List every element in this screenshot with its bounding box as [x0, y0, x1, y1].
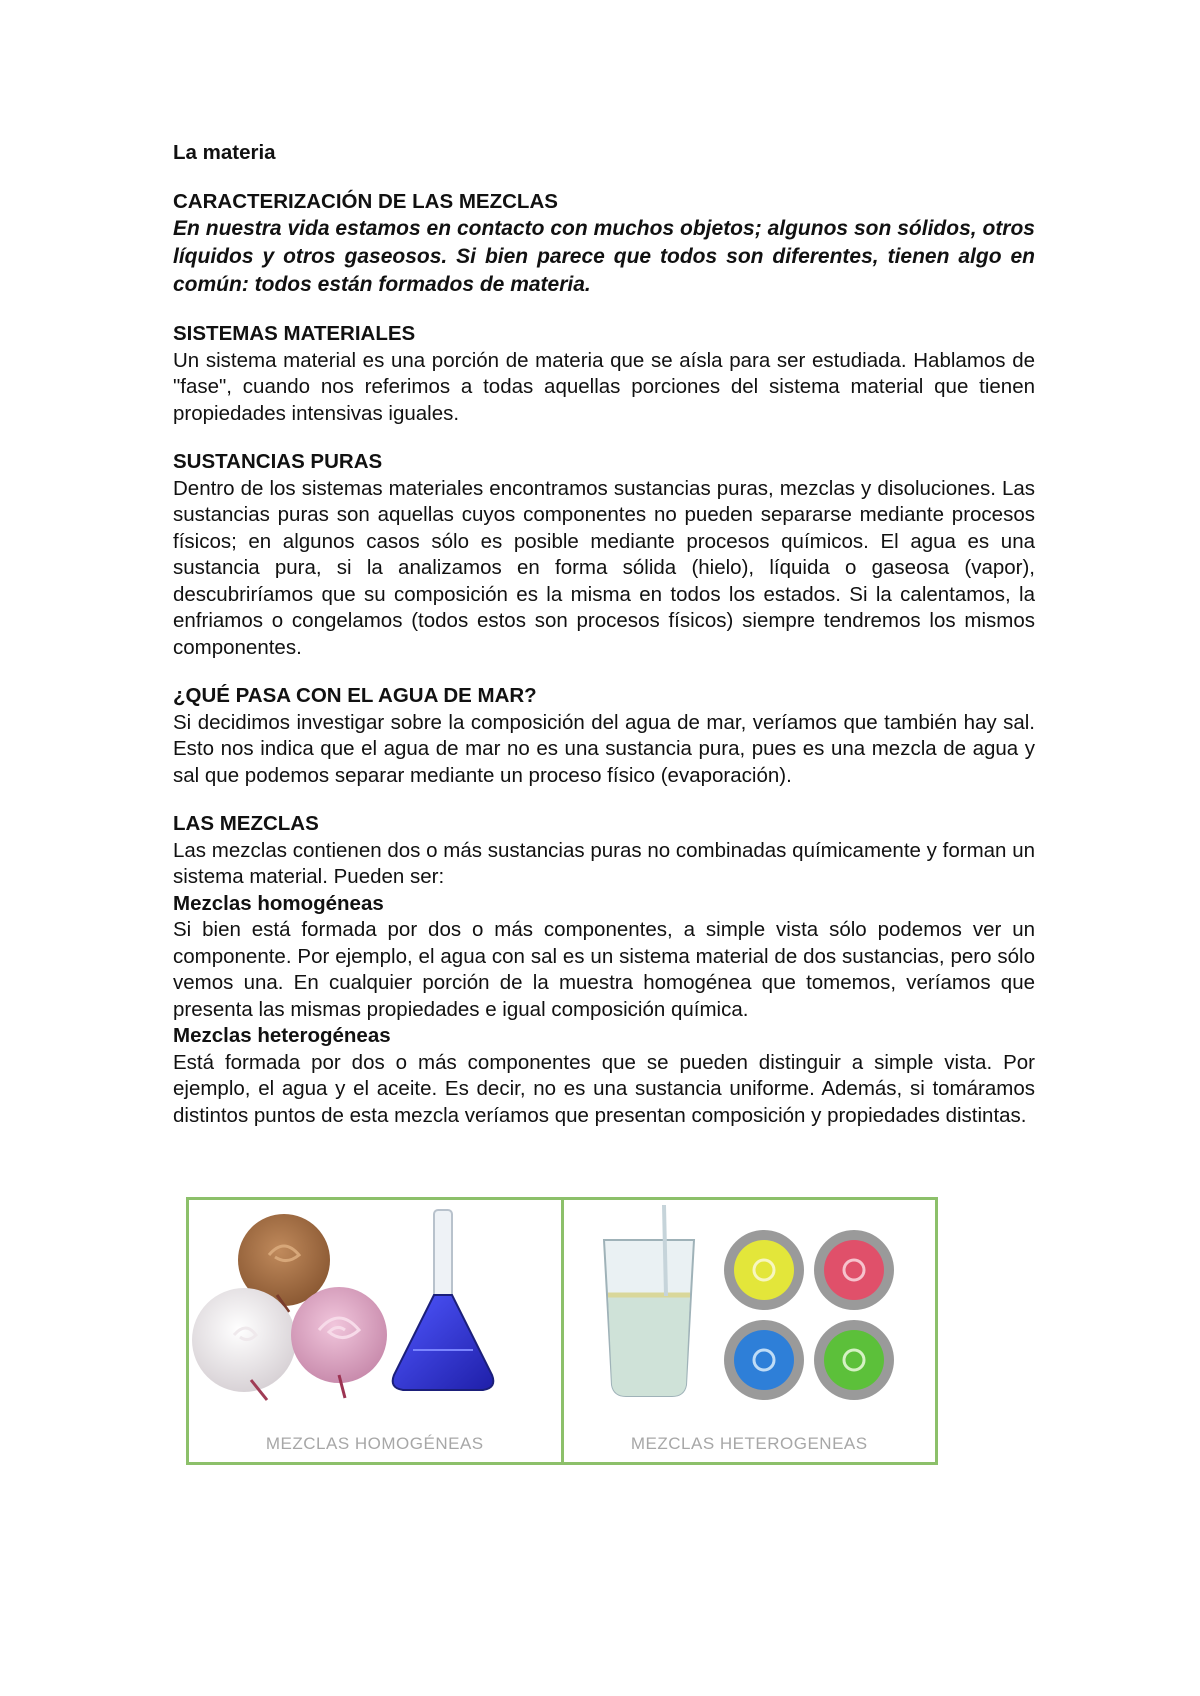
panel-homogeneas [189, 1200, 561, 1462]
heading-las-mezclas: LAS MEZCLAS [173, 812, 319, 835]
intro-paragraph: En nuestra vida estamos en contacto con muchos objetos; algunos son sólidos, otros líquidos y otros gaseosos. Si bien parece que todos son diferentes, tienen algo en común: todos están formados de materia. [173, 217, 1035, 296]
heading-sistemas-materiales: SISTEMAS MATERIALES [173, 322, 416, 345]
subheading-mezclas-heterogeneas: Mezclas heterogéneas [173, 1024, 391, 1047]
heading-caracterizacion: CARACTERIZACIÓN DE LAS MEZCLAS [173, 189, 558, 213]
caption-heterogeneas: MEZCLAS HETEROGENEAS [630, 1434, 868, 1453]
document-title: La materia [173, 141, 276, 164]
red-paint-swatch [814, 1230, 894, 1310]
white-paint-swatch [192, 1288, 296, 1400]
pink-paint-swatch [291, 1287, 387, 1398]
paragraph-mezclas-heterogeneas: Está formada por dos o más componentes que se pueden distinguir a simple vista. Por ejemplo, el agua y el aceite. Es decir, no es una sustancia uniforme. Además, si tomáramos distintos puntos de esta mezcla veríamos que presentan composición y propiedades distintas. [173, 1050, 1035, 1127]
paragraph-las-mezclas: Las mezclas contienen dos o más sustancias puras no combinadas químicamente y forman un sistema material. Pueden ser: [173, 838, 1035, 888]
document-body [173, 140, 1035, 1129]
green-paint-swatch [814, 1320, 894, 1400]
yellow-paint-swatch [724, 1230, 804, 1310]
heading-agua-de-mar: ¿QUÉ PASA CON EL AGUA DE MAR? [173, 684, 537, 707]
heterogeneous-illustration [564, 1200, 934, 1456]
blue-flask [393, 1210, 494, 1390]
heading-sustancias-puras: SUSTANCIAS PURAS [173, 450, 383, 473]
paragraph-agua-de-mar: Si decidimos investigar sobre la composición del agua de mar, veríamos que también hay sal. Esto nos indica que el agua de mar no es una sustancia pura, pues es una mezcla de agua y sal que podemos separar mediante un proceso físico (evaporación). [173, 710, 1035, 787]
paragraph-sustancias-puras: Dentro de los sistemas materiales encontramos sustancias puras, mezclas y disoluciones. Las sustancias puras son aquellas cuyos componentes no pueden separarse mediante procesos físicos; en algunos casos sólo es posible mediante procesos químicos. El agua es una sustancia pura, si la analizamos en forma sólida (hielo), líquida o gaseosa (vapor), descubriríamos que su composición es la misma en todos los estados. Si la calentamos, la enfriamos o congelamos (todos estos son procesos físicos) siempre tendremos los mismos componentes. [173, 476, 1035, 659]
paragraph-sistemas-materiales: Un sistema material es una porción de materia que se aísla para ser estudiada. Hablamos de "fase", cuando nos referimos a todas aquellas porciones del sistema material que tienen propiedades intensivas iguales. [173, 348, 1035, 425]
caption-homogeneas: MEZCLAS HOMOGÉNEAS [265, 1434, 484, 1453]
mezclas-figure [186, 1197, 938, 1465]
blue-paint-swatch [724, 1320, 804, 1400]
homogeneous-illustration [189, 1200, 559, 1456]
paragraph-mezclas-homogeneas: Si bien está formada por dos o más componentes, a simple vista sólo podemos ver un componente. Por ejemplo, el agua con sal es un sistema material de dos sustancias, pero sólo vemos una. En cualquier porción de la muestra homogénea que tomemos, veríamos que presenta las mismas propiedades e igual composición química. [173, 918, 1035, 1021]
panel-heterogeneas [561, 1200, 936, 1462]
water-glass [604, 1205, 694, 1396]
subheading-mezclas-homogeneas: Mezclas homogéneas [173, 891, 384, 915]
